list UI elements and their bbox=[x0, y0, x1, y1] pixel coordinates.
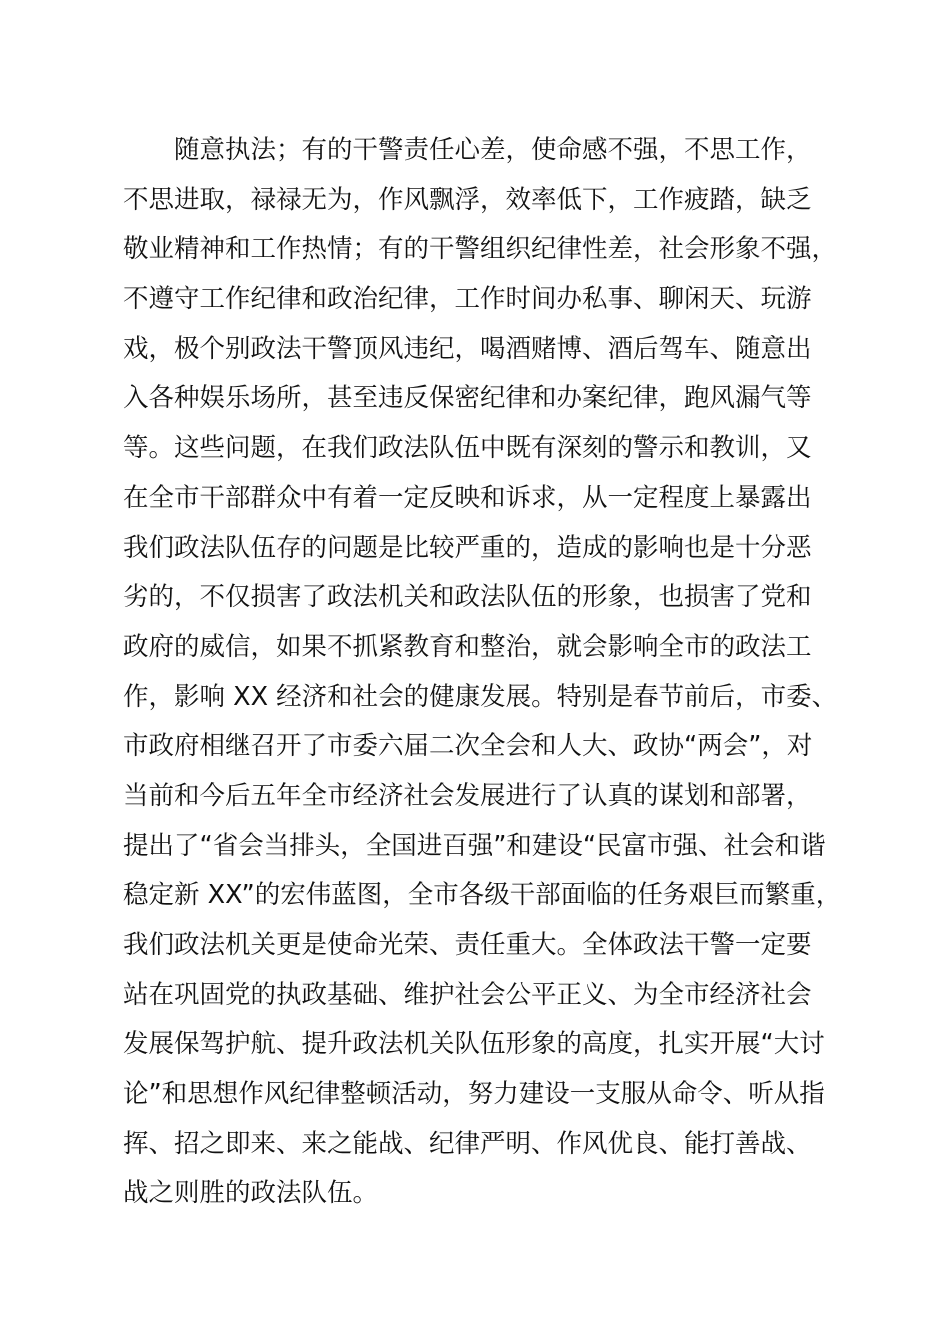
paragraph-line: 作，影响 XX 经济和社会的健康发展。特别是春节前后，市委、 bbox=[123, 681, 838, 712]
paragraph-line: 我们政法队伍存的问题是比较严重的，造成的影响也是十分恶 bbox=[123, 532, 812, 563]
paragraph-line: 不思进取，禄禄无为，作风飘浮，效率低下，工作疲踏，缺乏 bbox=[123, 184, 812, 215]
paragraph-line: 站在巩固党的执政基础、维护社会公平正义、为全市经济社会 bbox=[123, 979, 812, 1010]
paragraph-line: 论”和思想作风纪律整顿活动，努力建设一支服从命令、听从指 bbox=[123, 1079, 825, 1110]
paragraph-line: 提出了“省会当排头，全国进百强”和建设“民富市强、社会和谐 bbox=[123, 830, 826, 861]
paragraph-line: 战之则胜的政法队伍。 bbox=[123, 1178, 379, 1209]
paragraph-line: 发展保驾护航、提升政法机关队伍形象的高度，扎实开展“大讨 bbox=[123, 1029, 825, 1060]
paragraph-line: 挥、招之即来、来之能战、纪律严明、作风优良、能打善战、 bbox=[123, 1128, 812, 1159]
paragraph-line: 在全市干部群众中有着一定反映和诉求，从一定程度上暴露出 bbox=[123, 482, 812, 513]
paragraph-line: 当前和今后五年全市经济社会发展进行了认真的谋划和部署， bbox=[123, 780, 812, 811]
paragraph-line: 稳定新 XX”的宏伟蓝图，全市各级干部面临的任务艰巨而繁重， bbox=[123, 880, 842, 911]
paragraph-line: 政府的威信，如果不抓紧教育和整治，就会影响全市的政法工 bbox=[123, 631, 812, 662]
paragraph-line: 入各种娱乐场所，甚至违反保密纪律和办案纪律，跑风漏气等 bbox=[123, 383, 812, 414]
paragraph-line: 市政府相继召开了市委六届二次全会和人大、政协“两会”，对 bbox=[123, 731, 813, 762]
paragraph-line: 劣的，不仅损害了政法机关和政法队伍的形象，也损害了党和 bbox=[123, 582, 812, 613]
paragraph-line: 我们政法机关更是使命光荣、责任重大。全体政法干警一定要 bbox=[123, 930, 812, 960]
paragraph-line: 不遵守工作纪律和政治纪律，工作时间办私事、聊闲天、玩游 bbox=[123, 284, 812, 315]
paragraph-line: 等。这些问题，在我们政法队伍中既有深刻的警示和教训，又 bbox=[123, 433, 812, 464]
paragraph-line: 敬业精神和工作热情；有的干警组织纪律性差，社会形象不强， bbox=[123, 234, 838, 265]
paragraph-line: 戏，极个别政法干警顶风违纪，喝酒赌博、酒后驾车、随意出 bbox=[123, 333, 812, 364]
paragraph-line: 随意执法；有的干警责任心差，使命感不强，不思工作， bbox=[174, 135, 812, 165]
body-paragraph bbox=[123, 126, 863, 1219]
